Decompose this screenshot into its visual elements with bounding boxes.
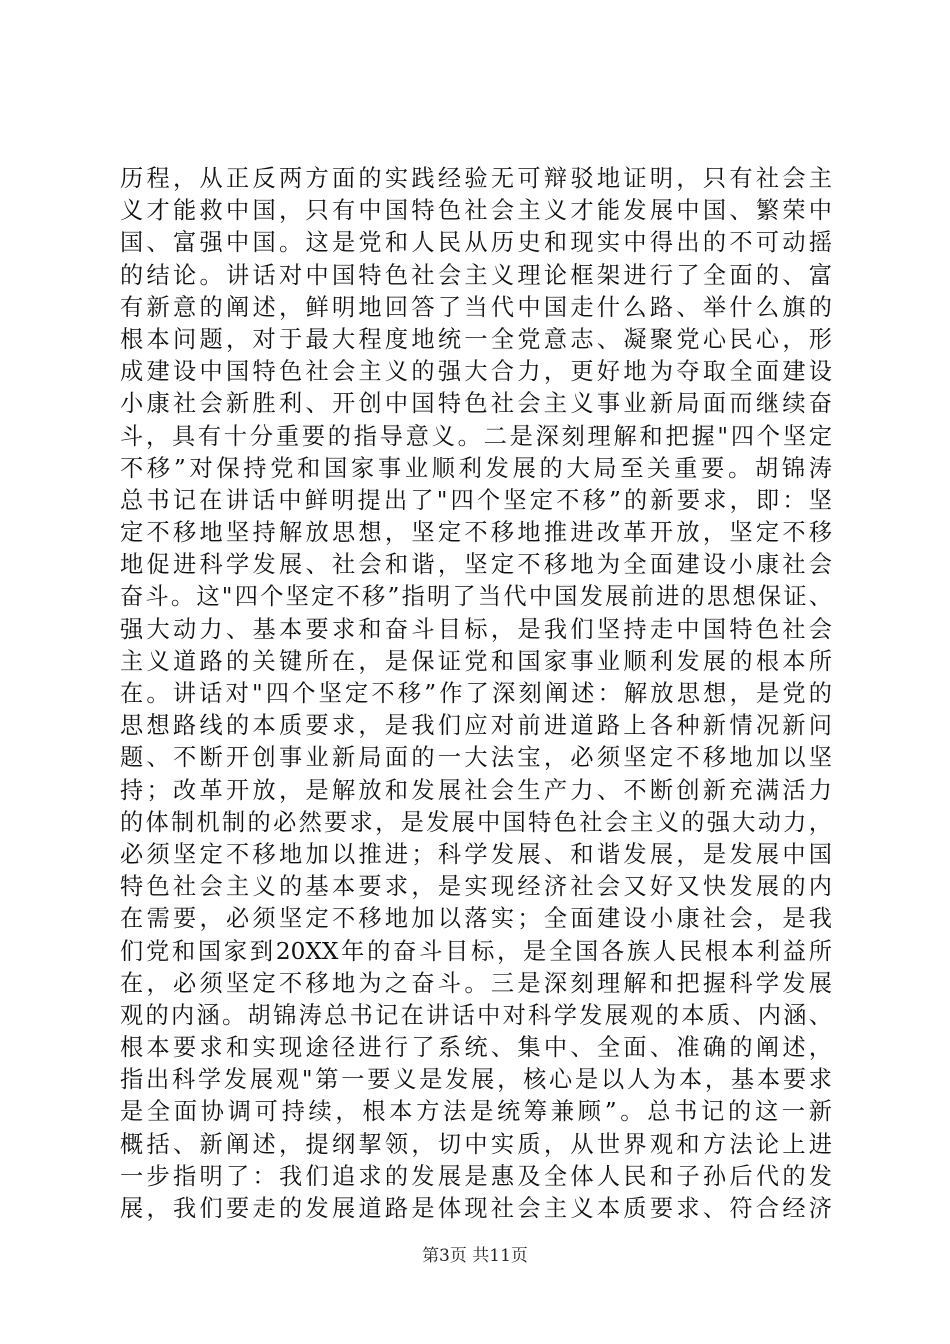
text-line: 的体制机制的必然要求，是发展中国特色社会主义的强大动力， — [120, 808, 832, 836]
text-line: 小康社会新胜利、开创中国特色社会主义事业新局面而继续奋 — [120, 390, 832, 418]
text-line: 国、富强中国。这是党和人民从历史和现实中得出的不可动摇 — [120, 229, 832, 257]
text-line: 的结论。讲话对中国特色社会主义理论框架进行了全面的、富 — [120, 261, 832, 289]
text-line: 强大动力、基本要求和奋斗目标，是我们坚持走中国特色社会 — [120, 615, 832, 643]
text-line: 一步指明了：我们追求的发展是惠及全体人民和子孙后代的发 — [120, 1162, 832, 1190]
text-line: 必须坚定不移地加以推进；科学发展、和谐发展，是发展中国 — [120, 840, 832, 868]
text-line: 指出科学发展观"第一要义是发展，核心是以人为本，基本要求 — [120, 1066, 832, 1094]
text-line: 特色社会主义的基本要求，是实现经济社会又好又快发展的内 — [120, 873, 832, 901]
page-number-footer: 第3页 共11页 — [422, 1246, 528, 1266]
text-line: 们党和国家到20XX年的奋斗目标，是全国各族人民根本利益所 — [120, 937, 832, 965]
text-line: 主义道路的关键所在，是保证党和国家事业顺利发展的根本所 — [120, 647, 832, 675]
text-line: 在需要，必须坚定不移地加以落实；全面建设小康社会，是我 — [120, 905, 832, 933]
text-line: 展，我们要走的发展道路是体现社会主义本质要求、符合经济 — [120, 1195, 832, 1222]
text-line: 概括、新阐述，提纲挈领，切中实质，从世界观和方法论上进 — [120, 1130, 832, 1158]
text-line: 持；改革开放，是解放和发展社会生产力、不断创新充满活力 — [120, 776, 832, 804]
text-line: 不移”对保持党和国家事业顺利发展的大局至关重要。胡锦涛 — [120, 454, 832, 482]
text-line: 有新意的阐述，鲜明地回答了当代中国走什么路、举什么旗的 — [120, 293, 832, 321]
text-line: 地促进科学发展、社会和谐，坚定不移地为全面建设小康社会 — [120, 551, 832, 579]
text-line: 定不移地坚持解放思想，坚定不移地推进改革开放，坚定不移 — [120, 519, 832, 547]
text-line: 义才能救中国，只有中国特色社会主义才能发展中国、繁荣中 — [120, 197, 832, 225]
text-line: 是全面协调可持续，根本方法是统筹兼顾”。总书记的这一新 — [120, 1098, 832, 1126]
text-line: 观的内涵。胡锦涛总书记在讲话中对科学发展观的本质、内涵、 — [120, 1001, 832, 1029]
text-line: 总书记在讲话中鲜明提出了"四个坚定不移”的新要求，即：坚 — [120, 486, 832, 514]
body-text — [120, 163, 832, 1225]
text-line: 根本要求和实现途径进行了系统、集中、全面、准确的阐述， — [120, 1034, 832, 1062]
text-line: 成建设中国特色社会主义的强大合力，更好地为夺取全面建设 — [120, 358, 832, 386]
text-line: 奋斗。这"四个坚定不移”指明了当代中国发展前进的思想保证、 — [120, 583, 832, 611]
text-line: 题、不断开创事业新局面的一大法宝，必须坚定不移地加以坚 — [120, 744, 832, 772]
text-line: 根本问题，对于最大程度地统一全党意志、凝聚党心民心，形 — [120, 325, 832, 353]
text-line: 斗，具有十分重要的指导意义。二是深刻理解和把握"四个坚定 — [120, 422, 832, 450]
text-line: 在。讲话对"四个坚定不移”作了深刻阐述：解放思想，是党的 — [120, 680, 832, 707]
text-line: 在，必须坚定不移地为之奋斗。三是深刻理解和把握科学发展 — [120, 969, 832, 997]
text-line: 思想路线的本质要求，是我们应对前进道路上各种新情况新问 — [120, 712, 832, 740]
text-line: 历程，从正反两方面的实践经验无可辩驳地证明，只有社会主 — [120, 165, 832, 192]
